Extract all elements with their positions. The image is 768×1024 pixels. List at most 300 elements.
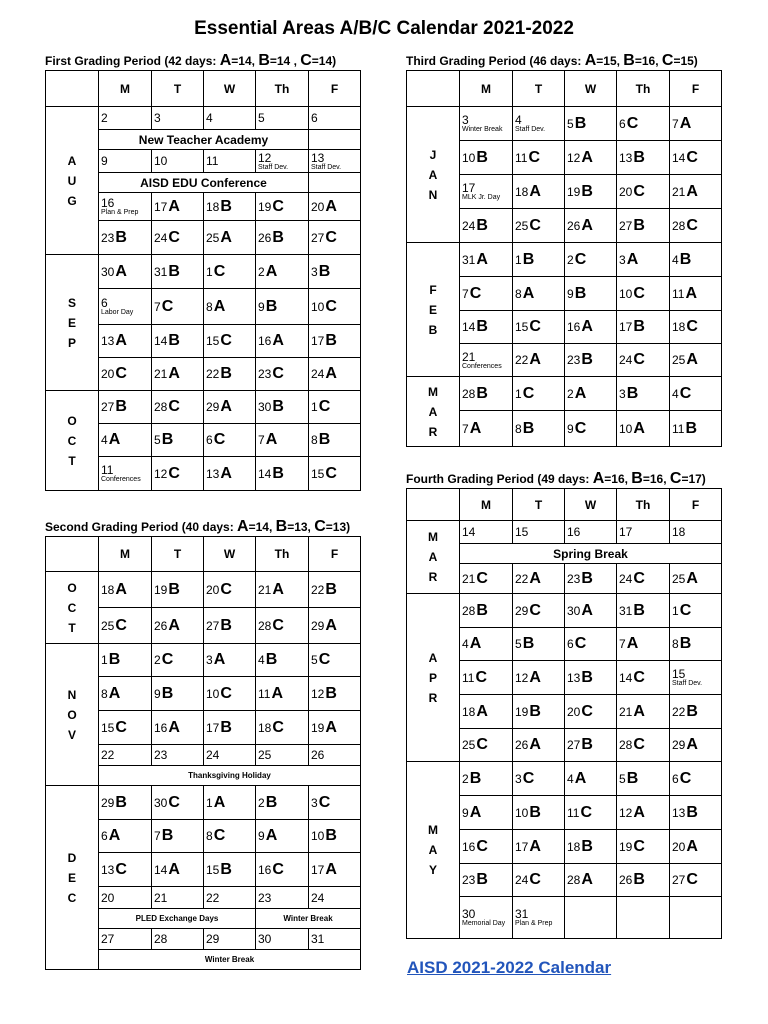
day-note: Staff Dev.: [672, 680, 703, 687]
week-row: [46, 107, 361, 130]
day-number: 28: [672, 218, 686, 233]
day-cell: [617, 311, 670, 344]
period-title-b-label: B: [275, 518, 288, 535]
rotation-letter: C: [626, 114, 639, 132]
day-cell: [309, 150, 361, 173]
day-number: 24: [311, 367, 325, 381]
day-cell: [204, 255, 256, 289]
day-number: 2: [154, 653, 161, 667]
month-label: [46, 391, 99, 491]
day-number: 13: [567, 670, 581, 685]
day-cell: [204, 608, 256, 644]
day-cell: [256, 193, 309, 221]
day-cell: [513, 141, 565, 175]
rotation-letter: C: [272, 718, 284, 736]
rotation-letter: B: [581, 837, 593, 855]
day-cell: [152, 221, 204, 255]
day-header: F: [670, 71, 722, 107]
rotation-letter: B: [679, 250, 692, 268]
rotation-letter: C: [272, 616, 284, 634]
day-number: 7: [154, 299, 161, 314]
rotation-letter: A: [265, 827, 278, 844]
rotation-letter: C: [161, 651, 174, 668]
day-cell: [617, 762, 670, 796]
rotation-letter: B: [115, 228, 127, 246]
rotation-letter: A: [213, 793, 226, 811]
rotation-letter: A: [115, 332, 127, 349]
day-number: 22: [515, 571, 529, 586]
month-label: [407, 594, 460, 762]
rotation-letter: C: [529, 318, 541, 335]
rotation-letter: C: [168, 398, 180, 415]
day-cell: [152, 820, 204, 853]
day-number: 26: [619, 873, 633, 887]
day-number: 11: [206, 154, 219, 168]
day-number: 29: [206, 932, 220, 946]
period-title-a-count: =14,: [231, 54, 259, 68]
header-corner: [46, 71, 99, 107]
day-cell: [309, 887, 361, 909]
rotation-letter: A: [529, 837, 541, 855]
day-number: 25: [206, 230, 220, 245]
day-number: 12: [567, 150, 581, 165]
day-number: 12: [258, 150, 272, 165]
day-cell: [513, 243, 565, 277]
day-number: 15: [206, 862, 220, 877]
day-cell: [204, 358, 256, 391]
day-number: 31: [311, 932, 325, 946]
period-title-title-pre: Second Grading Period (40 days:: [45, 520, 238, 534]
day-number: 1: [311, 400, 318, 414]
empty-cell: [309, 130, 361, 150]
period-title-a-label: A: [237, 518, 249, 535]
month-name: F E B: [428, 282, 438, 337]
day-header: F: [309, 537, 361, 572]
rotation-letter: A: [686, 351, 698, 368]
day-number: 21: [462, 571, 476, 586]
day-cell: [256, 150, 309, 173]
rotation-letter: A: [686, 736, 698, 753]
period-title-c-label: C: [669, 470, 682, 487]
day-number: 6: [101, 296, 108, 310]
day-cell: [513, 729, 565, 762]
day-number: 1: [515, 386, 522, 401]
period-title-b-count: =16,: [642, 472, 670, 486]
day-number: 14: [462, 320, 476, 334]
day-cell: [152, 457, 204, 491]
day-number: 28: [258, 618, 272, 633]
day-number: 27: [101, 932, 115, 946]
day-cell: [152, 786, 204, 820]
day-cell: [513, 209, 565, 243]
day-number: 2: [101, 111, 108, 125]
day-number: 2: [462, 771, 469, 786]
rotation-letter: B: [220, 197, 232, 215]
rotation-letter: B: [529, 702, 541, 720]
rotation-letter: C: [686, 318, 698, 335]
day-cell: [670, 594, 722, 628]
day-number: 20: [101, 890, 115, 905]
day-number: 21: [672, 184, 686, 199]
day-cell: [565, 521, 617, 544]
day-cell: [256, 107, 309, 130]
day-number: 14: [462, 525, 476, 539]
rotation-letter: A: [469, 419, 482, 437]
rotation-letter: A: [108, 827, 121, 844]
event-label: Thanksgiving Holiday: [99, 766, 361, 786]
period-title: [45, 52, 361, 70]
day-header: W: [204, 537, 256, 572]
day-number: 22: [515, 353, 529, 367]
rotation-letter: B: [574, 284, 587, 302]
month-label: [46, 786, 99, 970]
day-cell: [309, 289, 361, 325]
day-number: 14: [672, 150, 686, 165]
day-cell: [204, 745, 256, 766]
rotation-letter: C: [679, 769, 692, 787]
day-cell: [256, 786, 309, 820]
day-cell: [256, 644, 309, 677]
rotation-letter: C: [529, 601, 541, 619]
day-cell: [309, 644, 361, 677]
day-cell: [460, 864, 513, 897]
rotation-letter: A: [626, 250, 639, 268]
rotation-letter: A: [168, 718, 180, 736]
day-cell: [565, 175, 617, 209]
day-cell: [565, 628, 617, 661]
period-title: [406, 52, 722, 70]
day-cell: [617, 897, 670, 939]
day-cell: [204, 424, 256, 457]
day-header: Th: [256, 537, 309, 572]
aisd-calendar-link[interactable]: AISD 2021-2022 Calendar: [407, 958, 612, 977]
rotation-letter: A: [213, 297, 226, 315]
day-number: 29: [101, 795, 115, 810]
day-number: 11: [672, 421, 685, 436]
day-cell: [99, 424, 152, 457]
day-note: Staff Dev.: [258, 163, 289, 171]
rotation-letter: B: [633, 871, 645, 888]
rotation-letter: C: [476, 569, 488, 587]
day-number: 23: [567, 571, 581, 586]
rotation-letter: B: [272, 398, 284, 415]
rotation-letter: A: [529, 668, 541, 686]
day-cell: [256, 255, 309, 289]
day-number: 23: [258, 367, 272, 381]
day-number: 11: [515, 150, 528, 165]
day-number: 3: [311, 795, 318, 810]
day-number: 28: [462, 603, 476, 618]
day-cell: [460, 695, 513, 729]
day-cell: [152, 853, 204, 887]
day-cell: [670, 521, 722, 544]
day-cell: [309, 786, 361, 820]
day-number: 29: [672, 738, 686, 752]
day-cell: [565, 729, 617, 762]
day-cell: [460, 311, 513, 344]
rotation-letter: C: [318, 651, 331, 668]
day-number: 6: [206, 433, 213, 447]
day-cell: [256, 887, 309, 909]
day-cell: [460, 564, 513, 594]
rotation-letter: B: [265, 297, 278, 315]
day-cell: [256, 289, 309, 325]
day-number: 6: [311, 111, 318, 125]
day-cell: [670, 175, 722, 209]
rotation-letter: A: [581, 216, 593, 234]
day-header: M: [99, 537, 152, 572]
rotation-letter: B: [220, 365, 232, 382]
week-row: [46, 391, 361, 424]
period-title-c-count: =14): [311, 54, 337, 68]
day-number: 25: [515, 218, 529, 233]
day-cell: [309, 608, 361, 644]
day-number: 8: [515, 421, 522, 436]
rotation-letter: C: [115, 365, 127, 382]
rotation-letter: C: [115, 860, 127, 878]
day-cell: [513, 277, 565, 311]
day-number: 22: [672, 704, 686, 719]
day-cell: [617, 661, 670, 695]
rotation-letter: B: [469, 769, 482, 787]
day-cell: [99, 786, 152, 820]
rotation-letter: A: [574, 384, 587, 402]
rotation-letter: A: [220, 398, 232, 415]
day-cell: [309, 358, 361, 391]
day-number: 26: [311, 748, 325, 762]
day-number: 15: [672, 667, 686, 681]
day-cell: [152, 887, 204, 909]
rotation-letter: C: [686, 871, 698, 888]
rotation-letter: C: [168, 228, 180, 246]
rotation-letter: B: [272, 228, 284, 246]
second-grading-period: [45, 518, 361, 970]
day-header: W: [565, 489, 617, 521]
period-title-b-label: B: [623, 52, 635, 69]
period-title-a-label: A: [592, 470, 605, 487]
day-number: 16: [258, 334, 272, 348]
day-cell: [670, 762, 722, 796]
day-number: 16: [258, 862, 272, 877]
day-cell: [670, 796, 722, 830]
day-number: 12: [311, 686, 325, 701]
period-title-c-count: =15): [673, 54, 698, 68]
day-number: 3: [619, 386, 626, 401]
rotation-letter: A: [469, 635, 482, 652]
period-title-a-label: A: [219, 52, 232, 69]
day-number: 26: [567, 218, 581, 233]
day-number: 29: [311, 618, 325, 633]
day-cell: [670, 344, 722, 377]
day-header: F: [309, 71, 361, 107]
day-cell: [460, 243, 513, 277]
day-number: 7: [462, 421, 469, 436]
day-number: 7: [672, 116, 679, 131]
day-number: 13: [206, 466, 220, 481]
day-number: 24: [206, 748, 220, 762]
rotation-letter: B: [265, 651, 278, 668]
day-number: 14: [154, 334, 168, 348]
day-number: 24: [619, 353, 633, 367]
day-number: 8: [311, 433, 318, 447]
day-cell: [565, 243, 617, 277]
day-cell: [565, 344, 617, 377]
day-cell: [204, 853, 256, 887]
day-cell: [460, 796, 513, 830]
day-cell: [99, 107, 152, 130]
day-cell: [460, 830, 513, 864]
day-number: 3: [515, 771, 522, 786]
week-row: [407, 594, 722, 628]
rotation-letter: C: [633, 668, 645, 686]
day-cell: [152, 608, 204, 644]
day-header: M: [460, 71, 513, 107]
rotation-letter: C: [633, 837, 645, 855]
day-number: 7: [154, 829, 161, 843]
day-header: Th: [617, 71, 670, 107]
day-cell: [513, 411, 565, 447]
day-number: 1: [206, 795, 213, 810]
rotation-letter: B: [318, 431, 331, 448]
day-cell: [617, 796, 670, 830]
day-number: 25: [101, 618, 115, 633]
header-corner: [46, 537, 99, 572]
day-cell: [99, 391, 152, 424]
day-cell: [152, 358, 204, 391]
rotation-letter: C: [633, 351, 645, 368]
day-note: Plan & Prep: [101, 209, 139, 216]
day-header: Th: [256, 71, 309, 107]
rotation-letter: C: [686, 216, 698, 234]
day-number: 5: [258, 111, 265, 125]
week-row: [46, 255, 361, 289]
day-cell: [204, 221, 256, 255]
day-cell: [309, 820, 361, 853]
rotation-letter: B: [633, 601, 645, 619]
day-number: 21: [154, 367, 168, 381]
day-number: 3: [311, 264, 318, 279]
day-cell: [99, 150, 152, 173]
day-cell: [513, 521, 565, 544]
day-number: 16: [567, 320, 581, 334]
day-header: T: [152, 537, 204, 572]
day-number: 30: [101, 264, 115, 279]
day-number: 22: [206, 890, 220, 905]
rotation-letter: B: [686, 803, 698, 821]
day-cell: [256, 457, 309, 491]
rotation-letter: C: [476, 736, 488, 753]
day-number: 19: [311, 720, 325, 735]
day-cell: [309, 677, 361, 711]
rotation-letter: B: [161, 684, 174, 702]
rotation-letter: B: [325, 580, 337, 598]
rotation-letter: A: [476, 702, 488, 720]
rotation-letter: B: [581, 351, 593, 368]
rotation-letter: B: [626, 384, 639, 402]
day-cell: [204, 107, 256, 130]
day-cell: [460, 411, 513, 447]
day-cell: [152, 677, 204, 711]
rotation-letter: C: [574, 419, 587, 437]
day-number: 5: [619, 771, 626, 786]
day-number: 2: [567, 252, 574, 267]
rotation-letter: A: [574, 769, 587, 787]
day-number: 18: [515, 184, 529, 199]
day-number: 20: [311, 199, 325, 214]
day-cell: [309, 711, 361, 745]
day-number: 18: [258, 720, 272, 735]
rotation-letter: C: [475, 668, 488, 686]
rotation-letter: B: [325, 827, 337, 844]
rotation-letter: B: [108, 651, 121, 668]
day-cell: [256, 358, 309, 391]
day-note: Staff Dev.: [311, 163, 342, 171]
day-number: 19: [258, 199, 272, 214]
day-cell: [99, 221, 152, 255]
calendar-table: [45, 536, 361, 970]
day-cell: [99, 820, 152, 853]
day-cell: [309, 325, 361, 358]
day-cell: [670, 897, 722, 939]
day-number: 25: [672, 353, 686, 367]
day-number: 28: [154, 932, 168, 946]
day-number: 29: [515, 603, 529, 618]
month-label: [46, 255, 99, 391]
rotation-letter: A: [325, 718, 337, 736]
period-title-a-count: =14,: [248, 520, 276, 534]
day-cell: [152, 711, 204, 745]
day-number: 31: [154, 264, 168, 279]
rotation-letter: C: [633, 569, 645, 587]
day-cell: [204, 391, 256, 424]
day-number: 20: [672, 839, 686, 854]
rotation-letter: A: [633, 803, 645, 821]
day-number: 24: [619, 571, 633, 586]
day-number: 12: [154, 466, 168, 481]
day-cell: [256, 745, 309, 766]
day-number: 13: [311, 150, 325, 165]
rotation-letter: B: [685, 419, 698, 437]
day-cell: [309, 221, 361, 255]
day-cell: [617, 830, 670, 864]
day-number: 27: [311, 230, 325, 245]
period-title-c-count: =17): [681, 472, 706, 486]
rotation-letter: A: [108, 431, 121, 448]
day-number: 15: [311, 466, 325, 481]
day-note: Conferences: [462, 362, 502, 370]
day-number: 9: [258, 829, 265, 843]
day-number: 5: [515, 637, 522, 651]
day-number: 22: [101, 748, 115, 762]
day-cell: [152, 150, 204, 173]
day-number: 22: [206, 367, 220, 381]
period-title-a-count: =15,: [596, 54, 624, 68]
day-cell: [152, 929, 204, 950]
day-cell: [617, 377, 670, 411]
day-number: 10: [311, 829, 325, 843]
day-cell: [565, 377, 617, 411]
rotation-letter: B: [626, 769, 639, 787]
day-cell: [670, 830, 722, 864]
day-number: 9: [154, 686, 161, 701]
day-cell: [617, 695, 670, 729]
rotation-letter: B: [168, 262, 180, 280]
rotation-letter: C: [325, 464, 337, 482]
day-cell: [513, 796, 565, 830]
day-cell: [565, 796, 617, 830]
day-cell: [309, 391, 361, 424]
day-cell: [460, 762, 513, 796]
